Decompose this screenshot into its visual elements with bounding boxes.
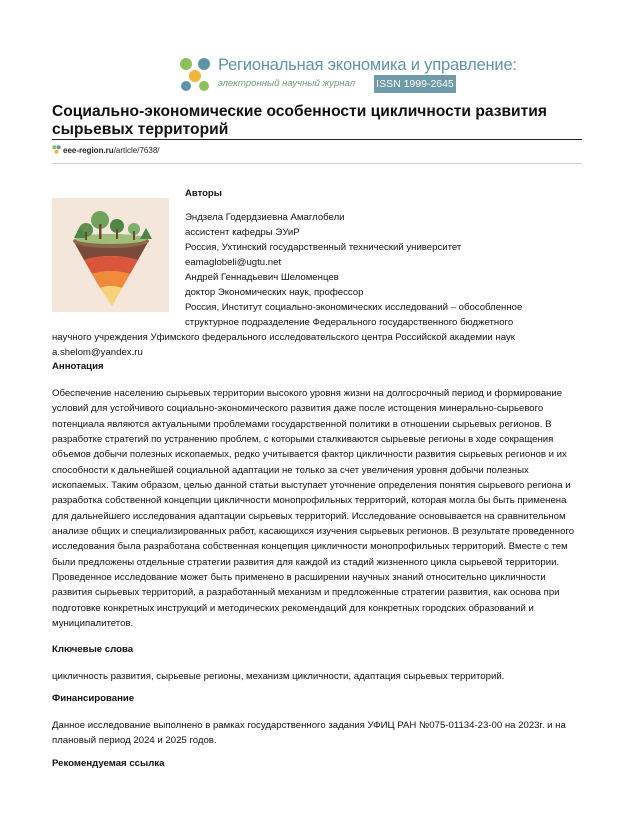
abstract-text: Обеспечение населению сырьевых территории высокого уровня жизни на долгосрочный период и формирование условий для устойчивого социально-экономического развития даже после истощения минерально-сырьевого потенциала являются актуальными проблемами государственной политики в отношении сырьевых регионов. В разработке стратегий по устранению проблем, с которыми сталкиваются сырьевые регионы в ходе сокращения объемов добычи полезных ископаемых, редко учитывается фактор цикличности развития сырьевых регионов и их способности к дальнейшей социальной адаптации не только за счет увеличения уровня добычи полезных ископаемых. Таким образом, целью данной статьи выступает уточнение определения понятия сырьевого региона и разработка собственной концепции цикличности монопрофильных территорий, которая могла бы быть применена для дальнейшего исследования адаптации сырьевых территорий. Исследование основывается на сравнительном анализе общих и специализированных работ, касающихся изучения сырьевых регионов. В результате проведенного исследования была разработана собственная концепция цикличности монопрофильных территорий. Вместе с тем были предложены отдельные стратегии развития для каждой из стадий жизненного цикла сырьевой территории. Проведенное исследование может быть применено в расширении научных знаний относительно цикличности развития сырьевых территорий, а разработанный механизм и предложенные стратегии развития, как основа при подготовке конкретных инструкций и методических рекомендаций для конкретных городских образований и муниципалитетов. (52, 388, 575, 630)
journal-banner (178, 52, 517, 96)
article-illustration (52, 198, 169, 312)
author-1-affiliation: Россия, Ухтинский государственный технический университет (185, 242, 462, 253)
issn-badge: ISSN 1999-2645 (374, 75, 456, 93)
title-divider (52, 139, 582, 140)
keywords-text: цикличность развития, сырьевые регионы, механизм цикличности, адаптация сырьевых территорий. (52, 671, 505, 682)
abstract-heading: Аннотация (52, 361, 104, 372)
author-1-name: Эндзела Годердзиевна Амаглобели (185, 212, 345, 223)
source-link[interactable] (52, 145, 160, 155)
author-2-position: доктор Экономических наук, профессор (185, 287, 364, 298)
funding-text: Данное исследование выполнено в рамках государственного задания УФИЦ РАН №075-01134-23-00 на 2023г. и на плановый период 2024 и 2025 годов. (52, 720, 566, 747)
author-1-email[interactable]: eamaglobeli@ugtu.net (185, 257, 282, 268)
author-2-affiliation-line-3: научного учреждения Уфимского федерального исследовательского центра Российской академии наук (52, 332, 515, 343)
earth-layers-illustration (52, 198, 169, 312)
citation-heading: Рекомендуемая ссылка (52, 758, 165, 769)
author-1-position: ассистент кафедры ЭУиР (185, 227, 300, 238)
funding-heading: Финансирование (52, 693, 135, 704)
author-2-affiliation-line-1: Россия, Институт социально-экономических исследований – обособленное (185, 302, 523, 313)
article-title: Социально-экономические особенности цикличности развития сырьевых территорий (52, 103, 547, 138)
author-2-name: Андрей Геннадьевич Шеломенцев (185, 272, 339, 283)
journal-subtitle: электронный научный журнал (218, 78, 356, 89)
authors-heading: Авторы (185, 188, 222, 199)
journal-title: Региональная экономика и управление: (218, 56, 517, 74)
author-2-email[interactable]: a.shelom@yandex.ru (52, 347, 143, 358)
source-divider (52, 163, 582, 164)
author-2-affiliation-line-2: структурное подразделение Федерального государственного бюджетного (185, 317, 514, 328)
site-favicon-icon (52, 145, 61, 154)
source-path: /article/7638/ (113, 146, 160, 155)
keywords-heading: Ключевые слова (52, 644, 134, 655)
source-domain: eee-region.ru (63, 146, 114, 155)
journal-logo-icon (178, 54, 214, 94)
